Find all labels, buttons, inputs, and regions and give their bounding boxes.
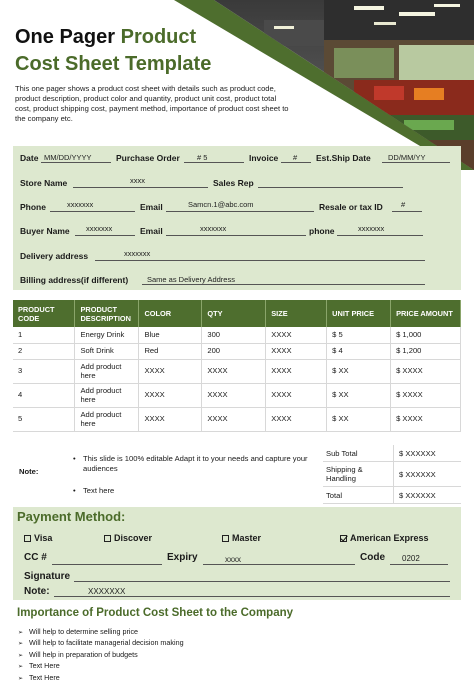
cell[interactable]: XXXX: [202, 383, 266, 407]
total-row: [323, 487, 461, 504]
payment-note-label: Note:: [24, 586, 50, 597]
cell[interactable]: 3: [13, 359, 75, 383]
arrow-bullet-icon: ➢: [18, 641, 24, 648]
importance-title: Importance of Product Cost Sheet to the Company: [17, 607, 294, 619]
phone-label: Phone: [20, 202, 46, 212]
checkbox-icon[interactable]: [24, 535, 31, 542]
note-label: Note:: [19, 467, 39, 476]
arrow-bullet-icon: ➢: [18, 664, 24, 671]
buyer-name-value[interactable]: xxxxxxx: [86, 224, 113, 233]
email-value[interactable]: Samcn.1@abc.com: [188, 200, 254, 209]
total-value[interactable]: $ XXXXXX: [399, 491, 436, 500]
table-row: [13, 327, 461, 343]
list-item: [18, 673, 184, 684]
billing-address-label: Billing address(if different): [20, 275, 129, 285]
list-item: [18, 638, 184, 649]
store-name-value[interactable]: xxxx: [130, 176, 145, 185]
cell[interactable]: $ XXXX: [391, 383, 461, 407]
col-product-code: PRODUCT CODE: [13, 300, 75, 327]
email2-label: Email: [140, 226, 163, 236]
payment-option-label: Master: [232, 533, 262, 543]
subtotal-label: Sub Total: [326, 449, 358, 458]
col-color: COLOR: [139, 300, 202, 327]
expiry-label: Expiry: [167, 552, 198, 563]
list-item-text: Text Here: [29, 672, 60, 682]
billing-address-value[interactable]: Same as Delivery Address: [147, 275, 235, 284]
cell[interactable]: 4: [13, 383, 75, 407]
cell[interactable]: $ XXXX: [391, 407, 461, 431]
payment-option-label: Visa: [34, 533, 53, 543]
cell[interactable]: $ 4: [327, 343, 391, 359]
ship-date-label: Est.Ship Date: [316, 153, 371, 163]
table-row: [13, 359, 461, 383]
product-table: [13, 300, 461, 432]
title-line1-part2: Product: [120, 26, 197, 48]
list-item-text: Will help to facilitate managerial decision making: [29, 638, 184, 648]
expiry-value[interactable]: xxxx: [225, 555, 241, 564]
cell[interactable]: 1: [13, 327, 75, 343]
payment-option-master[interactable]: [222, 533, 261, 543]
cell[interactable]: 5: [13, 407, 75, 431]
cell[interactable]: $ XX: [327, 407, 391, 431]
cell[interactable]: $ XX: [327, 383, 391, 407]
shipping-row: [323, 462, 461, 487]
table-header-row: [13, 300, 461, 327]
sales-rep-label: Sales Rep: [213, 178, 254, 188]
email2-value[interactable]: xxxxxxx: [200, 224, 227, 233]
cell[interactable]: $ 1,000: [391, 327, 461, 343]
payment-title: Payment Method:: [17, 509, 126, 524]
cell[interactable]: XXXX: [139, 383, 202, 407]
note-bullet-1: • This slide is 100% editable Adapt it to your needs and capture your audiences: [73, 454, 308, 473]
title-line2: Cost Sheet Template: [15, 53, 212, 75]
list-item: [18, 650, 184, 661]
subtotal-value[interactable]: $ XXXXXX: [399, 449, 436, 458]
signature-label: Signature: [24, 571, 71, 582]
buyer-name-label: Buyer Name: [20, 226, 70, 236]
list-item-text: Text Here: [29, 661, 60, 671]
cell[interactable]: XXXX: [202, 359, 266, 383]
list-item: [18, 661, 184, 672]
code-value[interactable]: 0202: [402, 554, 420, 563]
cell[interactable]: Soft Drink: [75, 343, 139, 359]
cell[interactable]: Energy Drink: [75, 327, 139, 343]
store-name-label: Store Name: [20, 178, 68, 188]
delivery-address-label: Delivery address: [20, 251, 89, 261]
ship-date-value[interactable]: DD/MM/YY: [388, 153, 426, 162]
checkbox-icon[interactable]: [222, 535, 229, 542]
arrow-bullet-icon: ➢: [18, 630, 24, 636]
phone2-value[interactable]: xxxxxxx: [358, 224, 385, 233]
payment-option-discover[interactable]: [104, 533, 152, 543]
cell[interactable]: 200: [202, 343, 266, 359]
payment-note-value[interactable]: XXXXXXX: [88, 587, 126, 596]
cell[interactable]: Blue: [139, 327, 202, 343]
cell[interactable]: XXXX: [139, 407, 202, 431]
arrow-bullet-icon: ➢: [18, 675, 24, 682]
cell[interactable]: Add product here: [75, 359, 139, 383]
cell[interactable]: XXXX: [266, 327, 327, 343]
cell[interactable]: 2: [13, 343, 75, 359]
resale-value[interactable]: #: [401, 200, 406, 209]
note-bullet-1-text: This slide is 100% editable Adapt it to your needs and capture your audiences: [83, 454, 308, 473]
subtotal-row: [323, 445, 461, 462]
cell[interactable]: XXXX: [266, 407, 327, 431]
table-row: [13, 383, 461, 407]
invoice-value[interactable]: #: [293, 153, 298, 162]
cell[interactable]: XXXX: [202, 407, 266, 431]
shipping-label: Shipping & Handling: [326, 465, 363, 483]
list-item: [18, 627, 184, 638]
cell[interactable]: XXXX: [266, 343, 327, 359]
col-size: SIZE: [266, 300, 327, 327]
email-label: Email: [140, 202, 163, 212]
cell[interactable]: XXXX: [266, 359, 327, 383]
checked-checkbox-icon[interactable]: [340, 535, 347, 542]
importance-list: [18, 627, 184, 684]
checkbox-icon[interactable]: [104, 535, 111, 542]
phone2-label: phone: [309, 226, 335, 236]
cell[interactable]: Add product here: [75, 383, 139, 407]
cell[interactable]: $ 1,200: [391, 343, 461, 359]
cell[interactable]: XXXX: [266, 383, 327, 407]
shipping-value[interactable]: $ XXXXXX: [399, 470, 436, 479]
total-label: Total: [326, 491, 343, 500]
col-price-amount: PRICE AMOUNT: [391, 300, 461, 327]
order-details-panel: [13, 146, 461, 290]
date-value[interactable]: MM/DD/YYYY: [44, 153, 92, 162]
payment-option-visa[interactable]: [24, 533, 52, 543]
title-line1-part1: One Pager: [15, 26, 121, 48]
date-label: Date: [20, 153, 39, 163]
payment-option-amex[interactable]: [340, 533, 429, 543]
cell[interactable]: $ 5: [327, 327, 391, 343]
phone-value[interactable]: xxxxxxx: [67, 200, 94, 209]
cell[interactable]: $ XXXX: [391, 359, 461, 383]
list-item-text: Will help to determine selling price: [29, 627, 139, 636]
payment-option-label: American Express: [350, 533, 429, 543]
purchase-order-label: Purchase Order: [116, 153, 180, 163]
note-bullet-2: • Text here: [73, 486, 115, 495]
payment-option-label: Discover: [114, 533, 153, 543]
cell[interactable]: Add product here: [75, 407, 139, 431]
page-title: [15, 24, 211, 78]
intro-text: This one pager shows a product cost sheet with details such as product code, product description, product color and quantity, product unit cost, product total cost, product shipping cost, payment method, importance of product cost sheet to the company etc.: [15, 84, 289, 123]
cell[interactable]: 300: [202, 327, 266, 343]
resale-label: Resale or tax ID: [319, 202, 383, 212]
note-bullet-2-text: Text here: [83, 486, 115, 495]
code-label: Code: [360, 552, 385, 563]
col-product-description: PRODUCT DESCRIPTION: [75, 300, 139, 327]
delivery-address-value[interactable]: xxxxxxx: [124, 249, 151, 258]
table-row: [13, 407, 461, 431]
cell[interactable]: Red: [139, 343, 202, 359]
arrow-bullet-icon: ➢: [18, 652, 24, 659]
invoice-label: Invoice: [249, 153, 279, 163]
cc-label: CC #: [24, 552, 47, 563]
purchase-order-value[interactable]: # 5: [197, 153, 208, 162]
col-qty: QTY: [202, 300, 266, 327]
table-row: [13, 343, 461, 359]
col-unit-price: UNIT PRICE: [327, 300, 391, 327]
cell[interactable]: $ XX: [327, 359, 391, 383]
cell[interactable]: XXXX: [139, 359, 202, 383]
list-item-text: Will help in preparation of budgets: [29, 649, 138, 659]
